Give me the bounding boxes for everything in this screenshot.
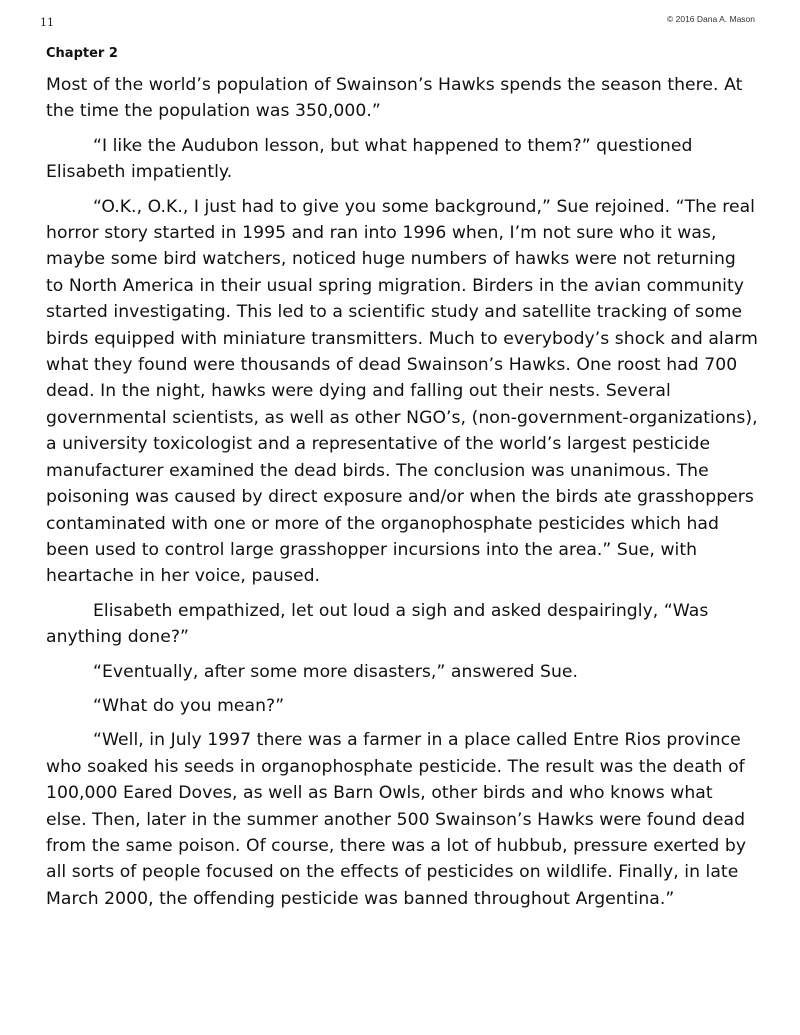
paragraph-1: Most of the world’s population of Swainson’s Hawks spends the season there. At the time the population was 350,000.”	[46, 75, 743, 122]
body-text	[46, 72, 758, 920]
chapter-title: Chapter 2	[46, 46, 118, 61]
paragraph-7: “Well, in July 1997 there was a farmer in a place called Entre Rios province who soaked his seeds in organophosphate pesticide. The result was the death of 100,000 Eared Doves, as well as Barn Owls, other birds and who knows what else. Then, later in the summer another 500 Swainson’s Hawks were found dead from the same poison. Of course, there was a lot of hubbub, pressure exerted by all sorts of people focused on the effects of pesticides on wildlife. Finally, in late March 2000, the offending pesticide was banned throughout Argentina.”	[46, 730, 747, 909]
paragraph-2: “I like the Audubon lesson, but what happened to them?” questioned Elisabeth impatiently.	[46, 135, 693, 183]
paragraph-4: Elisabeth empathized, let out loud a sigh and asked despairingly, “Was anything done?”	[46, 600, 709, 648]
page-number: 11	[40, 16, 54, 29]
copyright-notice: © 2016 Dana A. Mason	[666, 14, 755, 24]
paragraph-6: “What do you mean?”	[93, 695, 285, 716]
paragraph-5: “Eventually, after some more disasters,” answered Sue.	[93, 661, 579, 682]
paragraph-3: “O.K., O.K., I just had to give you some background,” Sue rejoined. “The real horror story started in 1995 and ran into 1996 when, I’m not sure who it was, maybe some bird watchers, noticed huge numbers of hawks were not returning to North America in their usual spring migration. Birders in the avian community started investigating. This led to a scientific study and satellite tracking of some birds equipped with miniature transmitters. Much to everybody’s shock and alarm what they found were thousands of dead Swainson’s Hawks. One roost had 700 dead. In the night, hawks were dying and falling out their nests. Several governmental scientists, as well as other NGO’s, (non-government-organizations), a university toxicologist and a representative of the world’s largest pesticide manufacturer examined the dead birds. The conclusion was unanimous. The poisoning was caused by direct exposure and/or when the birds ate grasshoppers contaminated with one or more of the organophosphate pesticides which had been used to control large grasshopper incursions into the area.” Sue, with heartache in her voice, paused.	[46, 196, 758, 587]
